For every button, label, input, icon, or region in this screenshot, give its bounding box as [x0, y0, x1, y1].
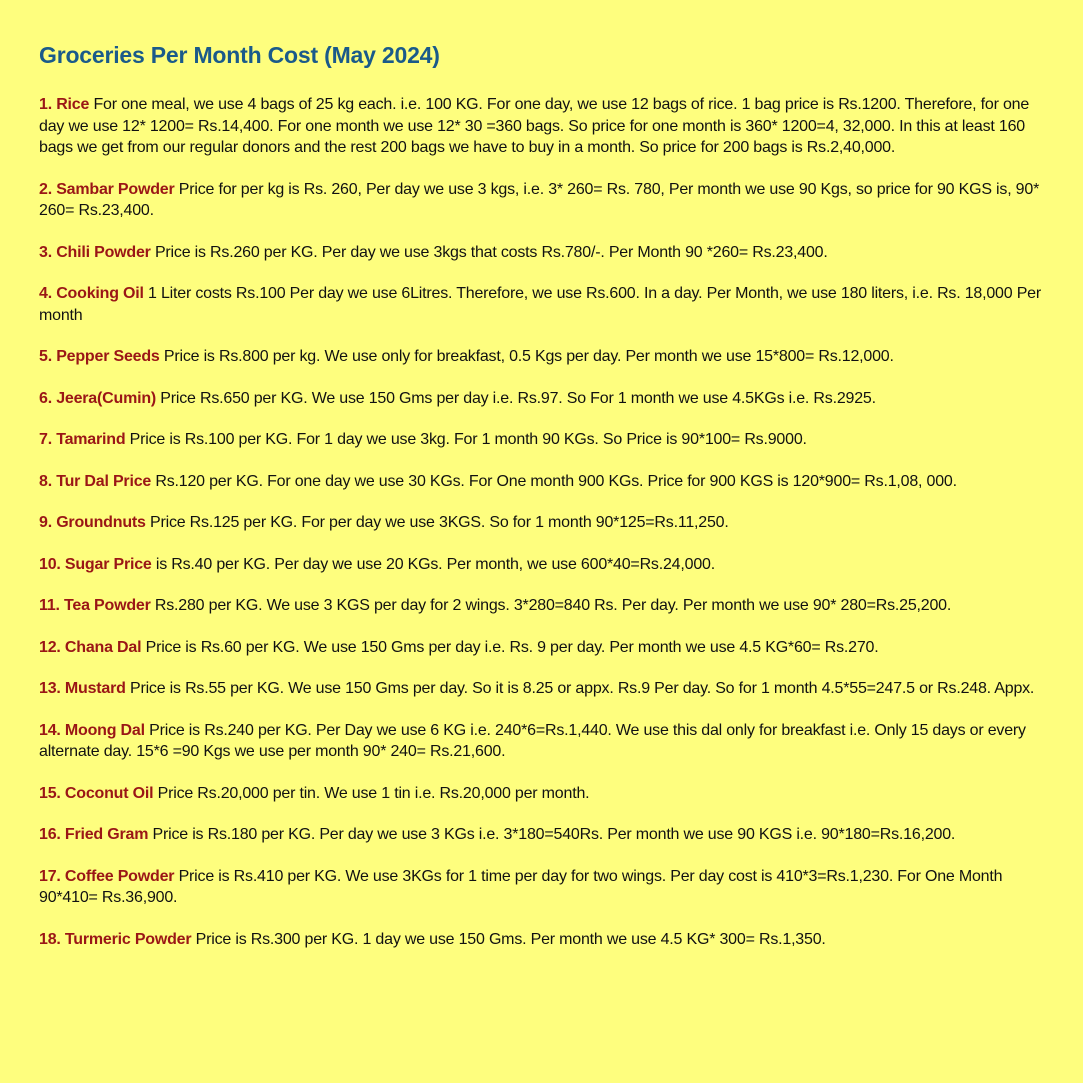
item-name: 6. Jeera(Cumin): [39, 389, 157, 407]
list-item: [39, 929, 1057, 951]
item-name: 11. Tea Powder: [39, 597, 151, 614]
item-name: 5. Pepper Seeds: [39, 348, 160, 365]
item-name: 3. Chili Powder: [39, 243, 151, 261]
item-name: 15. Coconut Oil: [39, 784, 154, 802]
list-item: [39, 94, 1057, 159]
list-item: [39, 242, 1057, 264]
item-description: Price is Rs.300 per KG. 1 day we use 150 Gms. Per month we use 4.5 KG* 300= Rs.1,350.: [195, 930, 826, 948]
item-description: Price is Rs.55 per KG. We use 150 Gms per day. So it is 8.25 or appx. Rs.9 Per day. So for 1 month 4.5*55=247.5 or Rs.248. Appx.: [129, 680, 1035, 697]
item-name: 4. Cooking Oil: [39, 285, 144, 302]
item-name: 7. Tamarind: [39, 431, 126, 448]
item-description: Rs.280 per KG. We use 3 KGS per day for 2 wings. 3*280=840 Rs. Per day. Per month we use 90* 280=Rs.25,200.: [154, 597, 952, 614]
list-item: [39, 512, 1057, 534]
item-description: Price for per kg is Rs. 260, Per day we use 3 kgs, i.e. 3* 260= Rs. 780, Per month we use 90 Kgs, so price for 90 KGS is, 90* 260= Rs.23,400.: [39, 180, 1040, 219]
list-item: [39, 720, 1057, 763]
item-description: Price is Rs.180 per KG. Per day we use 3 KGs i.e. 3*180=540Rs. Per month we use 90 KGS i.e. 90*180=Rs.16,200.: [152, 826, 956, 843]
item-description: Price Rs.650 per KG. We use 150 Gms per day i.e. Rs.97. So For 1 month we use 4.5KGs i.e. Rs.2925.: [160, 389, 876, 407]
list-item: [39, 388, 1057, 410]
item-description: Rs.120 per KG. For one day we use 30 KGs. For One month 900 KGs. Price for 900 KGS is 120*900= Rs.1,08, 000.: [155, 472, 957, 490]
item-name: 12. Chana Dal: [39, 638, 142, 656]
grocery-list: [39, 94, 1057, 950]
item-name: 16. Fried Gram: [39, 826, 149, 843]
item-description: Price Rs.125 per KG. For per day we use 3KGS. So for 1 month 90*125=Rs.11,250.: [149, 514, 729, 531]
item-description: Price is Rs.60 per KG. We use 150 Gms per day i.e. Rs. 9 per day. Per month we use 4.5 KG*60= Rs.270.: [145, 638, 879, 656]
item-name: 9. Groundnuts: [39, 514, 146, 531]
item-name: 1. Rice: [39, 96, 90, 113]
item-description: Price is Rs.100 per KG. For 1 day we use 3kg. For 1 month 90 KGs. So Price is 90*100= Rs.9000.: [129, 431, 807, 448]
list-item: [39, 179, 1057, 222]
list-item: [39, 283, 1057, 326]
list-item: [39, 429, 1057, 451]
item-description: Price is Rs.800 per kg. We use only for breakfast, 0.5 Kgs per day. Per month we use 15*800= Rs.12,000.: [163, 348, 894, 365]
list-item: [39, 783, 1057, 805]
item-name: 13. Mustard: [39, 680, 126, 697]
item-name: 2. Sambar Powder: [39, 180, 175, 198]
page-title: Groceries Per Month Cost (May 2024): [39, 42, 440, 68]
item-description: Price is Rs.410 per KG. We use 3KGs for 1 time per day for two wings. Per day cost is 410*3=Rs.1,230. For One Month 90*410= Rs.36,900.: [39, 867, 1003, 906]
list-item: [39, 678, 1057, 700]
list-item: [39, 554, 1057, 576]
item-name: 17. Coffee Powder: [39, 867, 175, 885]
item-description: is Rs.40 per KG. Per day we use 20 KGs. Per month, we use 600*40=Rs.24,000.: [155, 555, 715, 573]
item-description: For one meal, we use 4 bags of 25 kg each. i.e. 100 KG. For one day, we use 12 bags of rice. 1 bag price is Rs.1200. Therefore, for one day we use 12* 1200= Rs.14,400. For one month we use 12* 30 =360 bags. So price for one month is 360* 1200=4, 32,000. In this at least 160 bags we get from our regular donors and the rest 200 bags we have to buy in a month. So price for 200 bags is Rs.2,40,000.: [39, 96, 1030, 156]
list-item: [39, 471, 1057, 493]
item-description: Price is Rs.240 per KG. Per Day we use 6 KG i.e. 240*6=Rs.1,440. We use this dal only for breakfast i.e. Only 15 days or every alternate day. 15*6 =90 Kgs we use per month 90* 240= Rs.21,600.: [39, 721, 1026, 760]
item-description: Price Rs.20,000 per tin. We use 1 tin i.e. Rs.20,000 per month.: [157, 784, 590, 802]
item-name: 14. Moong Dal: [39, 721, 145, 739]
item-description: 1 Liter costs Rs.100 Per day we use 6Litres. Therefore, we use Rs.600. In a day. Per Month, we use 180 liters, i.e. Rs. 18,000 Per month: [39, 285, 1042, 324]
list-item: [39, 595, 1057, 617]
item-description: Price is Rs.260 per KG. Per day we use 3kgs that costs Rs.780/-. Per Month 90 *260= Rs.23,400.: [154, 243, 828, 261]
list-item: [39, 824, 1057, 846]
list-item: [39, 346, 1057, 368]
item-name: 8. Tur Dal Price: [39, 472, 152, 490]
item-name: 18. Turmeric Powder: [39, 930, 192, 948]
item-name: 10. Sugar Price: [39, 555, 152, 573]
list-item: [39, 866, 1057, 909]
list-item: [39, 637, 1057, 659]
